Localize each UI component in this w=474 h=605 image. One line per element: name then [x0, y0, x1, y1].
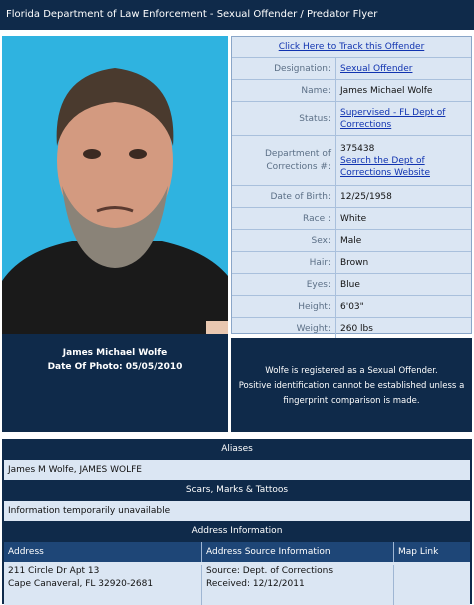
additional-info-section	[2, 439, 472, 604]
scars-value: Information temporarily unavailable	[4, 501, 470, 521]
page-title: Florida Department of Law Enforcement - Sexual Offender / Predator Flyer	[0, 0, 474, 30]
race-value: White	[340, 213, 367, 224]
notice-line-3: fingerprint comparison is made.	[283, 396, 420, 406]
name-label: Name:	[232, 80, 336, 101]
eyes-row	[232, 274, 471, 296]
sex-value: Male	[340, 235, 362, 246]
name-row	[232, 80, 471, 102]
doc-label: Department of Corrections #:	[232, 136, 336, 185]
identification-notice	[231, 338, 472, 432]
hair-label: Hair:	[232, 252, 336, 273]
height-value: 6'03"	[340, 301, 364, 312]
doc-website-link[interactable]: Search the Dept of Corrections Website	[340, 155, 430, 178]
designation-row	[232, 58, 471, 80]
col-address: Address	[4, 542, 202, 562]
offender-photo	[2, 36, 228, 334]
address-line-1: 211 Circle Dr Apt 13	[8, 566, 100, 576]
weight-label: Weight:	[232, 318, 336, 340]
scars-header: Scars, Marks & Tattoos	[185, 485, 289, 495]
col-map-link: Map Link	[398, 547, 439, 557]
photo-caption	[2, 334, 228, 432]
status-row	[232, 102, 471, 136]
hair-value: Brown	[340, 257, 369, 268]
weight-value: 260 lbs	[340, 324, 373, 334]
address-table-header	[4, 542, 470, 562]
notice-line-2: Positive identification cannot be established unless a	[238, 381, 465, 391]
eyes-label: Eyes:	[232, 274, 336, 295]
address-header: Address Information	[191, 526, 283, 536]
map-link-cell[interactable]	[394, 565, 470, 605]
status-label: Status:	[232, 102, 336, 135]
track-offender-row	[232, 37, 471, 58]
race-label: Race :	[232, 208, 336, 229]
address-line-2: Cape Canaveral, FL 32920-2681	[8, 579, 154, 589]
height-label: Height:	[232, 296, 336, 317]
aliases-value: James M Wolfe, JAMES WOLFE	[4, 460, 470, 480]
designation-link[interactable]: Sexual Offender	[340, 63, 413, 74]
name-value: James Michael Wolfe	[340, 85, 433, 96]
col-source: Address Source Information	[202, 542, 394, 562]
weight-row	[232, 318, 471, 340]
offender-details-panel	[231, 36, 472, 334]
track-offender-link[interactable]: Click Here to Track this Offender	[278, 42, 425, 52]
dob-label: Date of Birth:	[232, 186, 336, 207]
sex-label: Sex:	[232, 230, 336, 251]
designation-label: Designation:	[232, 58, 336, 79]
race-row	[232, 208, 471, 230]
doc-row	[232, 136, 471, 186]
status-link[interactable]: Supervised - FL Dept of Corrections	[340, 107, 446, 130]
aliases-header: Aliases	[221, 444, 253, 454]
height-row	[232, 296, 471, 318]
address-received: Received: 12/12/2011	[206, 579, 305, 589]
sex-row	[232, 230, 471, 252]
address-table	[4, 542, 470, 605]
address-source: Source: Dept. of Corrections	[206, 566, 334, 576]
doc-number: 375438	[340, 143, 375, 154]
eyes-value: Blue	[340, 279, 360, 290]
dob-row	[232, 186, 471, 208]
table-row	[4, 562, 470, 605]
notice-line-1: Wolfe is registered as a Sexual Offender.	[265, 366, 438, 376]
dob-value: 12/25/1958	[340, 191, 392, 202]
hair-row	[232, 252, 471, 274]
offender-name-caption: James Michael Wolfe	[62, 348, 168, 358]
photo-date: Date Of Photo: 05/05/2010	[47, 362, 183, 372]
